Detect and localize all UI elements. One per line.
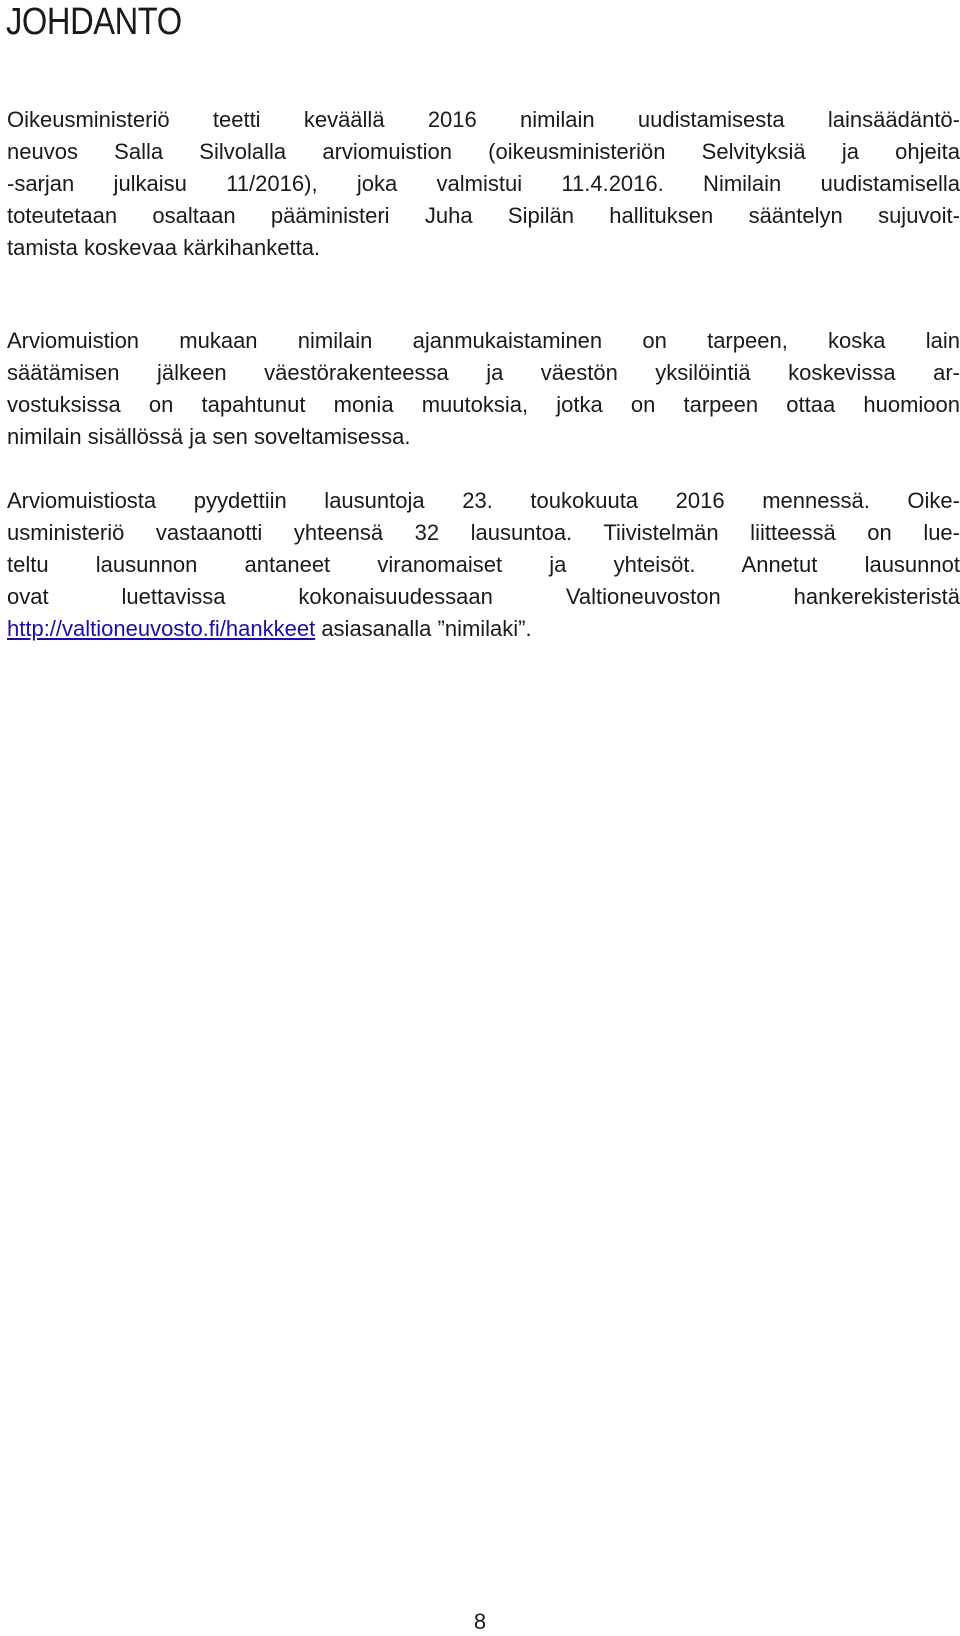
paragraph-3-line: ovat luettavissa kokonaisuudessaan Valtioneuvoston hankerekisteristä [7, 584, 960, 609]
paragraph-1-line: Oikeusministeriö teetti keväällä 2016 nimilain uudistamisesta lainsäädäntö- [7, 107, 960, 132]
paragraph-1-line: toteutetaan osaltaan pääministeri Juha Sipilän hallituksen sääntelyn sujuvoit- [7, 203, 960, 228]
paragraph-3-last-line [7, 613, 960, 645]
paragraph-1 [7, 104, 960, 264]
paragraph-2-line: nimilain sisällössä ja sen soveltamisessa. [7, 424, 411, 449]
paragraph-2-line: säätämisen jälkeen väestörakenteessa ja väestön yksilöintiä koskevissa ar- [7, 360, 960, 385]
paragraph-3 [7, 485, 960, 645]
paragraph-3-link-suffix: asiasanalla ”nimilaki”. [315, 616, 532, 641]
paragraph-2 [7, 325, 960, 453]
paragraph-1-line: neuvos Salla Silvolalla arviomuistion (oikeusministeriön Selvityksiä ja ohjeita [7, 139, 960, 164]
paragraph-3-line: Arviomuistiosta pyydettiin lausuntoja 23. toukokuuta 2016 mennessä. Oike- [7, 488, 960, 513]
paragraph-2-line: Arviomuistion mukaan nimilain ajanmukaistaminen on tarpeen, koska lain [7, 328, 960, 353]
paragraph-3-line: teltu lausunnon antaneet viranomaiset ja yhteisöt. Annetut lausunnot [7, 552, 960, 577]
page-number: 8 [473, 1609, 487, 1634]
page-title: JOHDANTO [6, 1, 182, 43]
hankkeet-link[interactable]: http://valtioneuvosto.fi/hankkeet [7, 616, 316, 641]
paragraph-1-line: -sarjan julkaisu 11/2016), joka valmistui 11.4.2016. Nimilain uudistamisella [7, 171, 960, 196]
paragraph-2-line: vostuksissa on tapahtunut monia muutoksia, jotka on tarpeen ottaa huomioon [7, 392, 960, 417]
paragraph-3-line: usministeriö vastaanotti yhteensä 32 lausuntoa. Tiivistelmän liitteessä on lue- [7, 520, 960, 545]
paragraph-1-line: tamista koskevaa kärkihanketta. [7, 235, 321, 260]
